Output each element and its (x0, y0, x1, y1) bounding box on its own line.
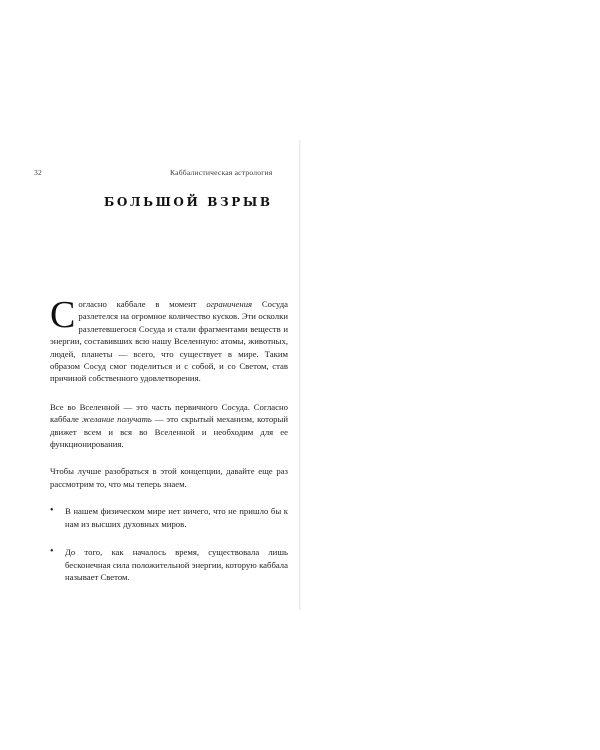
paragraph (50, 465, 288, 490)
left-page-number: 32 (34, 168, 42, 177)
text-segment: Чтобы лучше разобраться в этой концепции, давайте еще раз рассмотрим то, что мы теперь знаем. (50, 466, 288, 489)
list-item (50, 546, 288, 583)
left-body-text (50, 294, 288, 599)
text-segment: В нашем физическом мире нет ничего, что не пришло бы к нам из высших духовных миров. (65, 506, 288, 529)
opening-paragraph (50, 294, 288, 385)
paragraph-text (50, 294, 288, 384)
text-segment: — это скрытый механизм, который движет всем и вся во Вселенной и необходим для ее функционирования. (50, 414, 288, 450)
emphasis-text: ограничения (206, 299, 253, 309)
emphasis-text: желание получать (81, 414, 152, 425)
left-running-title: Каббалистическая астрология (170, 168, 273, 177)
left-bullet-list (50, 505, 288, 583)
paragraph (50, 401, 288, 451)
text-segment: огласно каббале в момент (78, 299, 207, 309)
text-segment: Сосуда разлетелся на огромное количество кусков. Эти осколки разлетевшегося Сосуда и стали фрагментами веществ и энергии, составивших всю нашу Вселенную: атомы, животных, людей, планеты — всего, что существует в мире. Таким образом Сосуд смог поделиться и с собой, и со Светом, став причиной собственного удовлетворения. (50, 299, 288, 384)
list-item (50, 505, 288, 530)
right-page (300, 0, 600, 750)
chapter-title: БОЛЬШОЙ ВЗРЫВ (104, 195, 273, 209)
text-segment: Все во Вселенной — это часть первичного Сосуда. Согласно каббале (50, 401, 288, 425)
drop-cap: С (50, 294, 76, 336)
text-segment: До того, как началось время, существовала лишь бесконечная сила положительной энергии, которую каббала называет Светом. (65, 547, 288, 582)
